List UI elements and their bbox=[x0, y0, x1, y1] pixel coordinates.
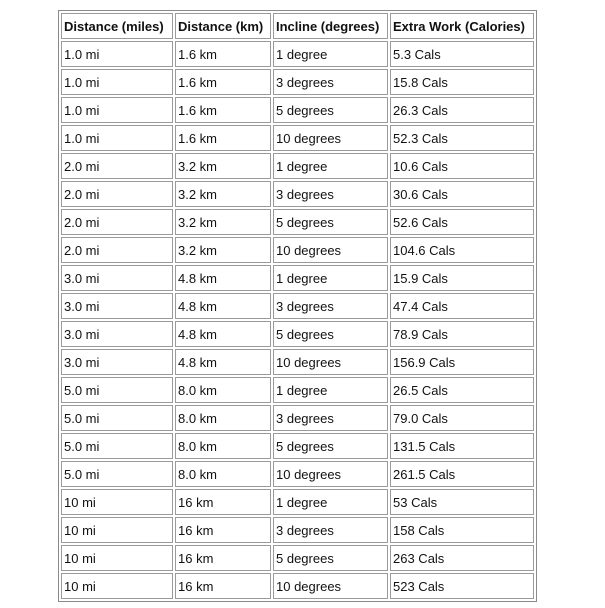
cell-distance-miles: 1.0 mi bbox=[61, 125, 173, 151]
table-row bbox=[61, 153, 534, 179]
cell-distance-km: 16 km bbox=[175, 545, 271, 571]
cell-incline: 5 degrees bbox=[273, 321, 388, 347]
cell-extra-work: 52.3 Cals bbox=[390, 125, 534, 151]
table-row bbox=[61, 265, 534, 291]
cell-distance-miles: 1.0 mi bbox=[61, 97, 173, 123]
cell-incline: 5 degrees bbox=[273, 209, 388, 235]
table-row bbox=[61, 377, 534, 403]
table-row bbox=[61, 97, 534, 123]
cell-distance-km: 8.0 km bbox=[175, 433, 271, 459]
cell-extra-work: 15.9 Cals bbox=[390, 265, 534, 291]
header-distance-miles: Distance (miles) bbox=[61, 13, 173, 39]
cell-distance-km: 3.2 km bbox=[175, 181, 271, 207]
cell-distance-km: 16 km bbox=[175, 517, 271, 543]
cell-distance-miles: 3.0 mi bbox=[61, 321, 173, 347]
cell-extra-work: 30.6 Cals bbox=[390, 181, 534, 207]
cell-extra-work: 52.6 Cals bbox=[390, 209, 534, 235]
cell-incline: 10 degrees bbox=[273, 349, 388, 375]
cell-distance-km: 8.0 km bbox=[175, 405, 271, 431]
table-row bbox=[61, 517, 534, 543]
cell-distance-miles: 10 mi bbox=[61, 517, 173, 543]
cell-incline: 10 degrees bbox=[273, 461, 388, 487]
cell-distance-km: 3.2 km bbox=[175, 209, 271, 235]
cell-distance-miles: 1.0 mi bbox=[61, 41, 173, 67]
cell-extra-work: 158 Cals bbox=[390, 517, 534, 543]
cell-incline: 5 degrees bbox=[273, 545, 388, 571]
cell-incline: 3 degrees bbox=[273, 293, 388, 319]
cell-distance-miles: 5.0 mi bbox=[61, 433, 173, 459]
cell-distance-miles: 5.0 mi bbox=[61, 461, 173, 487]
cell-extra-work: 26.3 Cals bbox=[390, 97, 534, 123]
cell-incline: 3 degrees bbox=[273, 69, 388, 95]
cell-incline: 1 degree bbox=[273, 153, 388, 179]
table-row bbox=[61, 321, 534, 347]
cell-incline: 5 degrees bbox=[273, 433, 388, 459]
cell-distance-km: 16 km bbox=[175, 573, 271, 599]
cell-extra-work: 79.0 Cals bbox=[390, 405, 534, 431]
cell-extra-work: 26.5 Cals bbox=[390, 377, 534, 403]
cell-extra-work: 263 Cals bbox=[390, 545, 534, 571]
cell-incline: 1 degree bbox=[273, 41, 388, 67]
cell-distance-miles: 10 mi bbox=[61, 489, 173, 515]
header-incline-degrees: Incline (degrees) bbox=[273, 13, 388, 39]
table-row bbox=[61, 545, 534, 571]
cell-extra-work: 104.6 Cals bbox=[390, 237, 534, 263]
cell-distance-miles: 2.0 mi bbox=[61, 181, 173, 207]
cell-extra-work: 5.3 Cals bbox=[390, 41, 534, 67]
cell-extra-work: 523 Cals bbox=[390, 573, 534, 599]
cell-extra-work: 78.9 Cals bbox=[390, 321, 534, 347]
cell-distance-km: 8.0 km bbox=[175, 461, 271, 487]
table-body bbox=[61, 41, 534, 599]
cell-incline: 10 degrees bbox=[273, 573, 388, 599]
cell-distance-miles: 5.0 mi bbox=[61, 377, 173, 403]
cell-distance-miles: 5.0 mi bbox=[61, 405, 173, 431]
cell-incline: 1 degree bbox=[273, 489, 388, 515]
table-row bbox=[61, 573, 534, 599]
cell-extra-work: 10.6 Cals bbox=[390, 153, 534, 179]
cell-extra-work: 156.9 Cals bbox=[390, 349, 534, 375]
incline-calories-table-frame bbox=[58, 10, 537, 602]
table-row bbox=[61, 293, 534, 319]
cell-extra-work: 47.4 Cals bbox=[390, 293, 534, 319]
cell-extra-work: 131.5 Cals bbox=[390, 433, 534, 459]
table-row bbox=[61, 461, 534, 487]
table-row bbox=[61, 349, 534, 375]
cell-distance-km: 8.0 km bbox=[175, 377, 271, 403]
cell-extra-work: 15.8 Cals bbox=[390, 69, 534, 95]
table-row bbox=[61, 209, 534, 235]
cell-incline: 1 degree bbox=[273, 377, 388, 403]
table-row bbox=[61, 433, 534, 459]
table-row bbox=[61, 489, 534, 515]
table-header-row bbox=[61, 13, 534, 39]
cell-incline: 3 degrees bbox=[273, 181, 388, 207]
table-row bbox=[61, 125, 534, 151]
cell-distance-miles: 2.0 mi bbox=[61, 153, 173, 179]
cell-distance-km: 1.6 km bbox=[175, 41, 271, 67]
table-header bbox=[61, 13, 534, 39]
cell-distance-km: 16 km bbox=[175, 489, 271, 515]
cell-distance-km: 4.8 km bbox=[175, 349, 271, 375]
cell-distance-km: 3.2 km bbox=[175, 237, 271, 263]
cell-distance-miles: 2.0 mi bbox=[61, 209, 173, 235]
table-row bbox=[61, 237, 534, 263]
cell-extra-work: 261.5 Cals bbox=[390, 461, 534, 487]
cell-distance-miles: 10 mi bbox=[61, 545, 173, 571]
cell-distance-km: 4.8 km bbox=[175, 321, 271, 347]
cell-distance-miles: 2.0 mi bbox=[61, 237, 173, 263]
cell-incline: 3 degrees bbox=[273, 405, 388, 431]
cell-incline: 1 degree bbox=[273, 265, 388, 291]
header-distance-km: Distance (km) bbox=[175, 13, 271, 39]
cell-distance-km: 1.6 km bbox=[175, 69, 271, 95]
cell-distance-miles: 3.0 mi bbox=[61, 349, 173, 375]
cell-distance-miles: 3.0 mi bbox=[61, 293, 173, 319]
table-row bbox=[61, 69, 534, 95]
cell-incline: 10 degrees bbox=[273, 237, 388, 263]
table-row bbox=[61, 41, 534, 67]
cell-incline: 5 degrees bbox=[273, 97, 388, 123]
table-row bbox=[61, 405, 534, 431]
cell-distance-km: 1.6 km bbox=[175, 125, 271, 151]
cell-distance-km: 3.2 km bbox=[175, 153, 271, 179]
incline-calories-table bbox=[59, 11, 536, 601]
cell-distance-km: 1.6 km bbox=[175, 97, 271, 123]
cell-incline: 10 degrees bbox=[273, 125, 388, 151]
cell-distance-km: 4.8 km bbox=[175, 293, 271, 319]
table-row bbox=[61, 181, 534, 207]
cell-distance-miles: 3.0 mi bbox=[61, 265, 173, 291]
cell-incline: 3 degrees bbox=[273, 517, 388, 543]
cell-extra-work: 53 Cals bbox=[390, 489, 534, 515]
cell-distance-km: 4.8 km bbox=[175, 265, 271, 291]
cell-distance-miles: 10 mi bbox=[61, 573, 173, 599]
cell-distance-miles: 1.0 mi bbox=[61, 69, 173, 95]
header-extra-work-calories: Extra Work (Calories) bbox=[390, 13, 534, 39]
